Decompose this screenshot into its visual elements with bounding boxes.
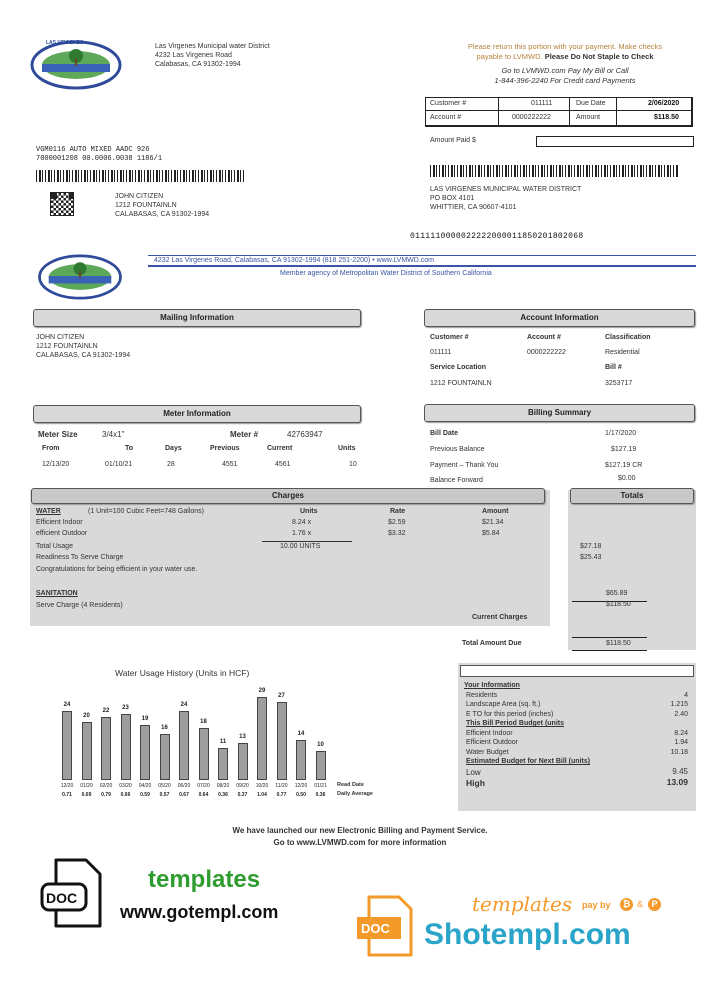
info-value: 4 <box>684 691 688 699</box>
meter-hdr-to: To <box>125 445 134 452</box>
doc-file-icon-orange <box>357 895 413 957</box>
meter-hdr-previous: Previous <box>210 445 240 452</box>
info-value: 1.94 <box>674 739 688 746</box>
header-address: 4232 Las Virgenes Road, Calabasas, CA 91302-1994 (818 251-2200) • www.LVMWD.com <box>154 257 435 264</box>
sanitation-total: $65.89 <box>606 590 628 597</box>
daily-average-label: 0.37 <box>237 792 248 798</box>
usage-bar <box>218 748 228 780</box>
meter-units: 10 <box>349 461 357 468</box>
bar-value-label: 24 <box>63 702 71 708</box>
remit-line1: Please return this portion with your payment. Make checks <box>467 42 663 51</box>
usage-bar <box>277 702 287 780</box>
meter-current: 4561 <box>275 461 291 468</box>
water-note: (1 Unit=100 Cubic Feet=748 Gallons) <box>88 508 204 515</box>
district-city: Calabasas, CA 91302-1994 <box>155 61 241 68</box>
readiness-total: $25.43 <box>580 554 602 561</box>
remit-instructions <box>430 42 700 86</box>
doc-label-orange: DOC <box>361 921 390 936</box>
usage-bar <box>160 734 170 780</box>
info-value: 1.215 <box>670 701 688 708</box>
notice <box>130 825 590 849</box>
account-customer: 011111 <box>430 349 452 356</box>
account-customer-label: Customer # <box>430 334 469 341</box>
billing-prev-label: Previous Balance <box>430 446 485 453</box>
payto-box: PO BOX 4101 <box>430 195 475 202</box>
remit-due-value: 2/06/2020 <box>648 100 680 107</box>
watermark-templates: templates <box>148 866 261 893</box>
daily-average-label: 0.57 <box>159 792 170 798</box>
doc-file-icon <box>40 858 102 928</box>
high-value: 13.09 <box>666 777 688 788</box>
info-label: Residents <box>466 691 498 699</box>
watermark-site1: www.gotempl.com <box>120 902 279 922</box>
billing-fwd-label: Balance Forward <box>430 477 483 484</box>
billing-date-label: Bill Date <box>430 430 459 437</box>
x-tick-label: 03/20 <box>119 783 132 789</box>
recipient-city: CALABASAS, CA 91302-1994 <box>115 211 210 218</box>
x-tick-label: 06/20 <box>177 783 191 789</box>
daily-average-label: 0.36 <box>315 792 326 798</box>
usage-bar <box>121 714 131 780</box>
daily-average-label: 0.67 <box>179 792 189 798</box>
remit-amount-value: $118.50 <box>654 114 679 121</box>
site2-text: Shotempl.com <box>424 918 631 951</box>
bar-value-label: 22 <box>102 708 110 714</box>
account-service: 1212 FOUNTAINLN <box>430 380 492 387</box>
meter-num-label: Meter # <box>230 430 259 439</box>
x-tick-label: 05/20 <box>158 783 171 789</box>
bar-value-label: 10 <box>317 742 324 748</box>
charge-row-label: efficient Outdoor <box>36 530 88 537</box>
bar-value-label: 23 <box>122 705 129 711</box>
watermark-site2 <box>424 918 631 952</box>
due-total: $118.50 <box>606 640 631 647</box>
account-classification: Residential <box>605 349 640 356</box>
mailing-street: 1212 FOUNTAINLN <box>36 343 98 350</box>
billing-summary-header: Billing Summary <box>424 404 695 422</box>
recipient-address <box>115 192 209 219</box>
x-tick-label: 10/20 <box>255 783 269 789</box>
meter-days: 28 <box>167 461 175 468</box>
current-label: Current Charges <box>472 614 528 621</box>
remit-customer-value: 011111 <box>531 100 553 107</box>
serve-label: Serve Charge (4 Residents) <box>36 602 123 609</box>
usage-bar <box>296 740 306 780</box>
due-divider-bottom <box>572 650 647 651</box>
mailing-code-line1: VGM0116 AUTO MIXED AADC 926 <box>36 146 150 154</box>
charges-header: Charges <box>31 488 545 504</box>
rate-header: Rate <box>390 508 406 515</box>
x-tick-label: 01/20 <box>80 783 93 789</box>
daily-average-label: 1.04 <box>257 792 267 798</box>
charge-row-rate: $3.32 <box>388 530 406 537</box>
info-label: Efficient Outdoor <box>466 739 519 746</box>
usage-bar <box>199 728 209 780</box>
bar-value-label: 13 <box>239 734 246 740</box>
charge-row-units: 8.24 x <box>292 519 312 526</box>
bar-value-label: 11 <box>219 739 227 745</box>
due-divider-top <box>572 637 647 638</box>
payto-barcode <box>430 165 678 177</box>
ampersand: & <box>637 899 644 909</box>
bar-value-label: 20 <box>83 713 90 719</box>
payto-city: WHITTIER, CA 90607-4101 <box>430 204 517 211</box>
amount-paid-input[interactable] <box>536 136 694 147</box>
remit-account-value: 0000222222 <box>512 114 551 121</box>
meter-hdr-current: Current <box>267 445 293 452</box>
x-tick-label: 07/20 <box>197 783 210 789</box>
mailing-name: JOHN CITIZEN <box>36 334 85 341</box>
x-tick-label: 12/20 <box>294 783 308 789</box>
usage-bar <box>179 711 189 780</box>
remit-line3: Go to LVMWD.com Pay My Bill or Call <box>501 66 629 75</box>
totals-panel <box>568 490 696 650</box>
units-divider <box>262 541 352 542</box>
daily-average-label: 0.59 <box>140 792 150 798</box>
meter-info-header: Meter Information <box>33 405 361 423</box>
usage-label: Total Usage <box>36 543 73 550</box>
your-info-label: Your Information <box>464 682 520 689</box>
billing-payment-label: Payment – Thank You <box>430 462 499 469</box>
daily-average-label: 0.36 <box>218 792 228 798</box>
bar-value-label: 29 <box>258 688 266 694</box>
remit-box <box>425 97 693 127</box>
meter-size: 3/4x1" <box>102 430 125 439</box>
mailing-codes <box>36 146 162 164</box>
charge-row-amount: $5.84 <box>482 530 500 537</box>
amount-header: Amount <box>482 508 509 515</box>
daily-average-label: 0.79 <box>101 792 111 798</box>
legend-avg: Daily Average <box>337 791 373 797</box>
meter-hdr-from: From <box>42 445 60 452</box>
district-logo <box>30 40 122 90</box>
bar-value-label: 27 <box>278 693 285 699</box>
x-tick-label: 08/20 <box>216 783 230 789</box>
info-label: Landscape Area (sq. ft.) <box>466 701 541 708</box>
bar-value-label: 18 <box>200 719 207 725</box>
totals-header: Totals <box>570 488 694 504</box>
account-account: 0000222222 <box>527 349 566 356</box>
current-total: $118.50 <box>606 601 631 608</box>
district-logo-2 <box>35 254 125 300</box>
doc-label: DOC <box>46 890 78 906</box>
payto-name: LAS VIRGENES MUNICIPAL WATER DISTRICT <box>430 186 582 193</box>
usage-chart <box>60 688 340 798</box>
usage-bar <box>140 725 150 780</box>
watermark-templates2: templates <box>472 892 573 916</box>
due-label: Total Amount Due <box>462 640 522 647</box>
x-tick-label: 12/20 <box>60 783 74 789</box>
meter-hdr-days: Days <box>165 445 182 452</box>
usage-bar <box>82 722 92 780</box>
meter-from: 12/13/20 <box>42 461 70 468</box>
water-label: WATER <box>36 508 61 515</box>
mailing-code-line2: 7000001208 00.0006.0038 1186/1 <box>36 155 163 163</box>
bar-value-label: 24 <box>180 702 188 708</box>
daily-average-label: 0.64 <box>198 792 209 798</box>
x-tick-label: 04/20 <box>138 783 152 789</box>
low-label: Low <box>466 767 481 777</box>
water-total: $27.18 <box>580 543 602 550</box>
member-agency: Member agency of Metropolitan Water District of Southern California <box>280 270 492 277</box>
usage-value: 10.00 UNITS <box>280 543 321 550</box>
notice-line1: We have launched our new Electronic Billing and Payment Service. <box>232 826 488 835</box>
your-info-panel <box>458 663 696 811</box>
account-bill: 3253717 <box>605 380 633 387</box>
x-tick-label: 09/20 <box>236 783 249 789</box>
high-label: High <box>466 777 485 788</box>
qr-code <box>50 192 74 216</box>
remit-line2b: Please Do Not Staple to Check <box>544 52 654 61</box>
info-value: 8.24 <box>674 729 688 737</box>
meter-size-label: Meter Size <box>38 430 78 439</box>
remit-account-label: Account # <box>430 114 462 121</box>
readiness-label: Readiness To Serve Charge <box>36 554 124 561</box>
est-label: Estimated Budget for Next Bill (units) <box>466 758 591 765</box>
mailing-city: CALABASAS, CA 91302-1994 <box>36 352 131 359</box>
info-value: 10.18 <box>670 748 688 756</box>
billing-date: 1/17/2020 <box>605 430 637 437</box>
remit-customer-label: Customer # <box>430 100 467 107</box>
x-tick-label: 01/21 <box>314 783 327 789</box>
x-tick-label: 02/20 <box>99 783 113 789</box>
daily-average-label: 0.50 <box>296 792 306 798</box>
billing-fwd: $0.00 <box>618 475 636 482</box>
remit-line4: 1-844-396-2240 For Credit card Payments <box>494 76 636 85</box>
account-account-label: Account # <box>527 334 561 341</box>
usage-bar <box>101 717 111 780</box>
logo-text-top: LAS VIRGENES <box>46 40 84 46</box>
your-info-table <box>464 691 690 789</box>
charge-row-rate: $2.59 <box>388 519 406 526</box>
daily-average-label: 0.66 <box>120 792 131 798</box>
meter-hdr-units: Units <box>338 445 356 452</box>
info-value: 2.40 <box>674 710 688 718</box>
header-bar <box>148 255 696 267</box>
bar-value-label: 19 <box>141 716 149 722</box>
meter-reading-table <box>30 445 365 475</box>
scanline: 0111110000022222000011850201802068 <box>410 232 584 241</box>
account-bill-label: Bill # <box>605 364 622 371</box>
bar-value-label: 16 <box>161 725 168 731</box>
usage-bar <box>257 697 267 780</box>
remit-line2a: payable to LVMWD. <box>476 52 543 61</box>
x-tick-label: 11/20 <box>275 783 288 789</box>
usage-bar <box>238 743 248 780</box>
paypal-icon: P <box>648 898 661 911</box>
postal-barcode <box>36 170 246 182</box>
sanitation-label: SANITATION <box>36 590 78 597</box>
mailing-info-header: Mailing Information <box>33 309 361 327</box>
usage-bar <box>316 751 326 780</box>
account-service-label: Service Location <box>430 364 487 371</box>
account-info-header: Account Information <box>424 309 695 327</box>
payby-text: pay by <box>582 900 611 910</box>
budget-label: This Bill Period Budget (units <box>466 720 564 727</box>
your-info-topbar <box>460 665 694 677</box>
legend-read: Read Date <box>337 782 364 788</box>
recipient-name: JOHN CITIZEN <box>115 193 164 200</box>
congrats-text: Congratulations for being efficient in your water use. <box>36 566 198 573</box>
account-class-label: Classification <box>605 334 651 341</box>
district-name: Las Virgenes Municipal water District <box>155 43 270 50</box>
meter-to: 01/10/21 <box>105 461 133 468</box>
bar-value-label: 14 <box>297 731 305 737</box>
daily-average-label: 0.69 <box>81 792 92 798</box>
notice-line2: Go to www.LVMWD.com for more information <box>273 838 447 847</box>
info-label: Water Budget <box>466 748 509 756</box>
info-label: E TO for this period (inches) <box>466 710 554 718</box>
remit-amount-label: Amount <box>576 114 601 121</box>
payto-address <box>430 185 581 212</box>
charge-row-label: Efficient Indoor <box>36 519 83 526</box>
meter-num: 42763947 <box>287 430 323 439</box>
usage-bar <box>62 711 72 780</box>
amount-paid-label: Amount Paid $ <box>430 137 476 144</box>
district-street: 4232 Las Virgenes Road <box>155 52 232 59</box>
low-value: 9.45 <box>672 767 688 777</box>
billing-payment: $127.19 CR <box>605 462 643 469</box>
recipient-street: 1212 FOUNTAINLN <box>115 202 177 209</box>
daily-average-label: 0.77 <box>276 792 287 798</box>
meter-previous: 4551 <box>222 461 238 468</box>
billing-prev: $127.19 <box>611 446 637 453</box>
daily-average-label: 0.71 <box>62 792 72 798</box>
info-label: Efficient Indoor <box>466 729 513 737</box>
charge-row-units: 1.76 x <box>292 530 312 537</box>
units-header: Units <box>300 508 318 515</box>
mailing-info-block <box>36 333 130 360</box>
remit-due-label: Due Date <box>576 100 606 107</box>
chart-title: Water Usage History (Units in HCF) <box>115 668 250 678</box>
bitcoin-icon: ₿ <box>620 898 633 911</box>
charge-row-amount: $21.34 <box>482 519 504 526</box>
district-address-block <box>155 42 270 69</box>
